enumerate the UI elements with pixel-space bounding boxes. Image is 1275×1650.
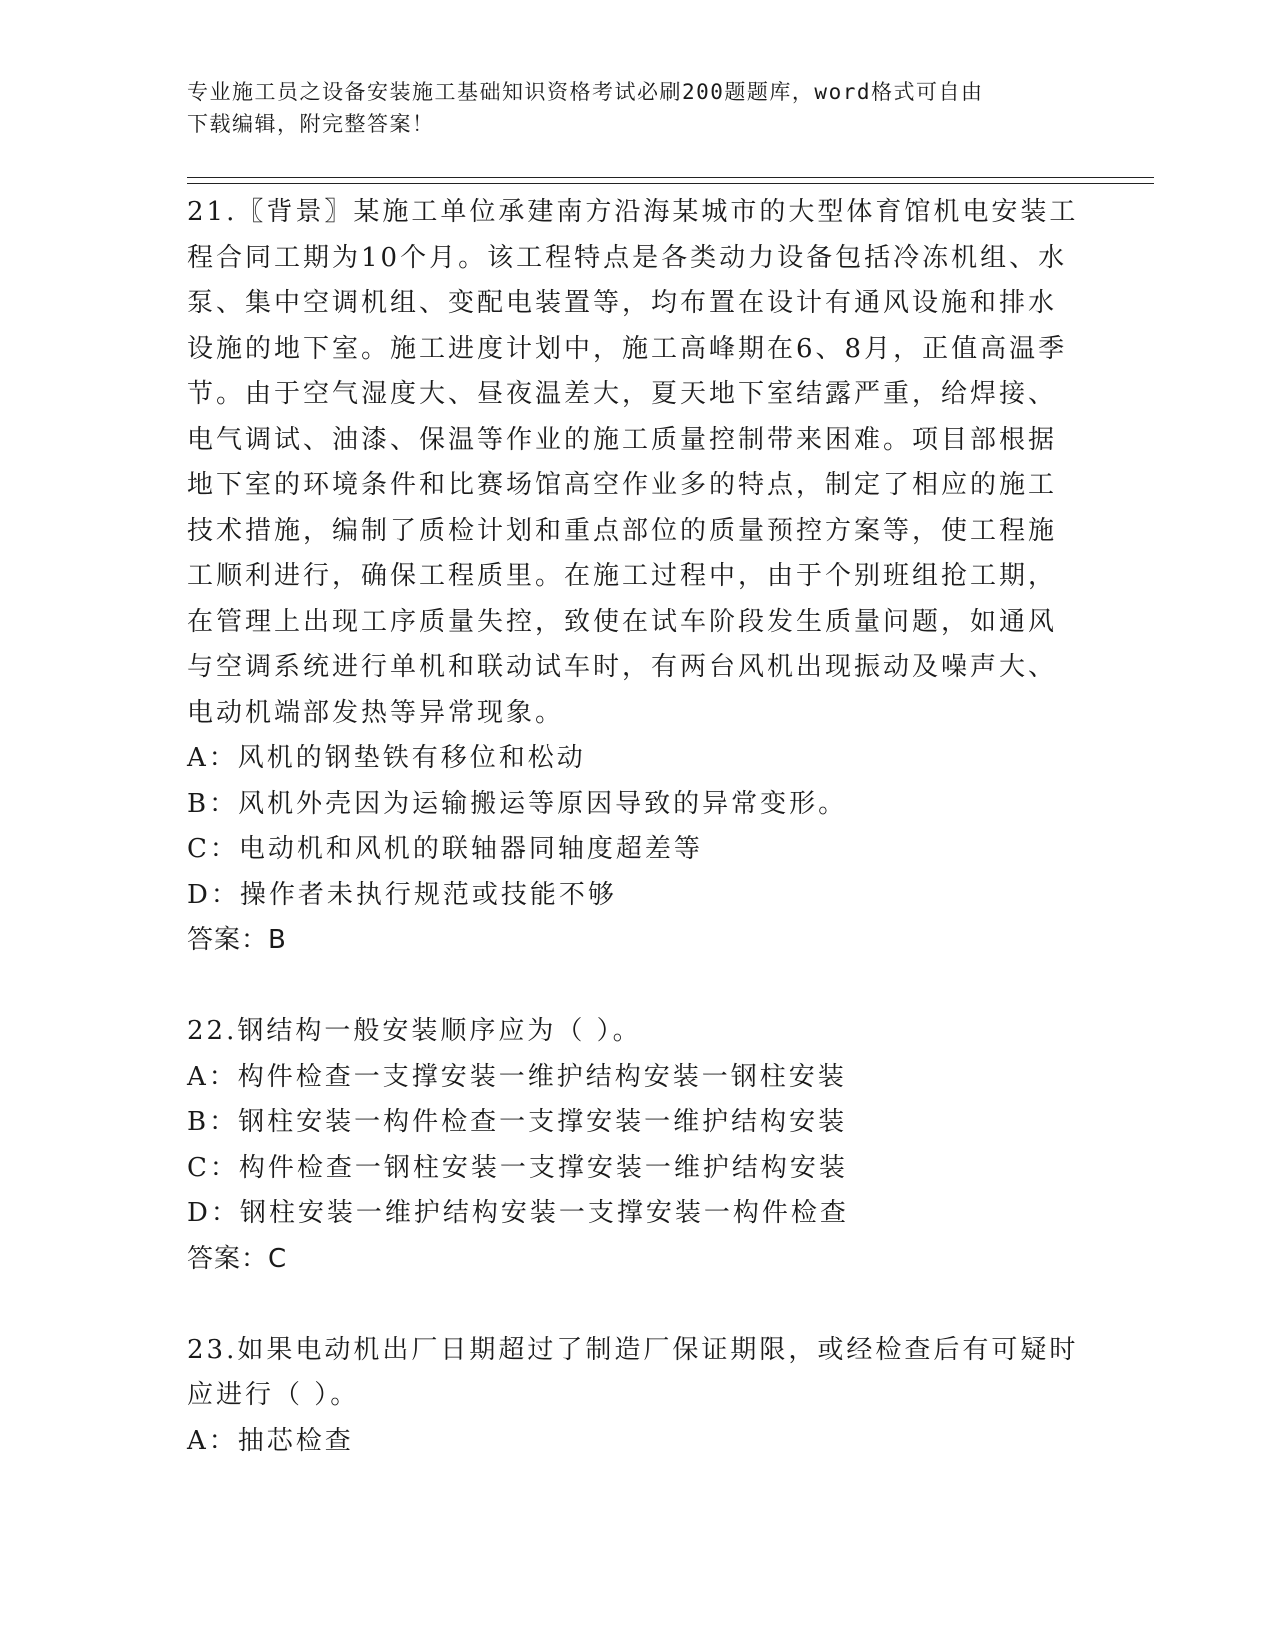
stem-line: 应进行（ ）。 — [187, 1380, 360, 1410]
option-d: D：钢柱安装一维护结构安装一支撑安装一构件检查 — [187, 1198, 849, 1228]
stem-line: 泵、集中空调机组、变配电装置等，均布置在设计有通风设施和排水 — [187, 288, 1058, 318]
stem-line: 22.钢结构一般安装顺序应为（ ）。 — [187, 1016, 642, 1046]
question-stem — [187, 1009, 1087, 1055]
stem-line: 电动机端部发热等异常现象。 — [187, 697, 565, 728]
questions-content — [187, 190, 1087, 1464]
question-stem — [187, 1328, 1087, 1419]
stem-line: 电气调试、油漆、保温等作业的施工质量控制带来困难。项目部根据 — [187, 424, 1058, 455]
answer-label: 答案：C — [187, 1243, 288, 1274]
header-line-2: 下载编辑，附完整答案！ — [187, 112, 435, 136]
answer-label: 答案：B — [187, 925, 287, 955]
option-c: C：构件检查一钢柱安装一支撑安装一维护结构安装 — [187, 1152, 848, 1183]
stem-line: 设施的地下室。施工进度计划中，施工高峰期在6、8月，正值高温季 — [187, 333, 1068, 364]
option-a: A：抽芯检查 — [187, 1425, 354, 1456]
stem-line: 在管理上出现工序质量失控，致使在试车阶段发生质量问题，如通风 — [187, 606, 1058, 637]
question-spacer — [187, 1282, 1087, 1328]
stem-line: 21.〖背景〗某施工单位承建南方沿海某城市的大型体育馆机电安装工 — [187, 197, 1079, 227]
question-21 — [187, 190, 1087, 964]
header-divider-bottom — [187, 183, 1154, 184]
stem-line: 技术措施，编制了质检计划和重点部位的质量预控方案等，使工程施 — [187, 515, 1058, 546]
stem-line: 工顺利进行，确保工程质里。在施工过程中，由于个别班组抢工期， — [187, 561, 1058, 591]
option-c: C：电动机和风机的联轴器同轴度超差等 — [187, 834, 703, 864]
option-a: A：风机的钢垫铁有移位和松动 — [187, 743, 586, 773]
option-d: D：操作者未执行规范或技能不够 — [187, 879, 617, 910]
document-header — [187, 76, 1067, 140]
question-22 — [187, 1009, 1087, 1282]
header-line-1: 专业施工员之设备安装施工基础知识资格考试必刷200题题库，word格式可自由 — [187, 80, 984, 104]
question-spacer — [187, 964, 1087, 1010]
stem-line: 节。由于空气湿度大、昼夜温差大，夏天地下室结露严重，给焊接、 — [187, 379, 1058, 409]
option-b: B：风机外壳因为运输搬运等原因导致的异常变形。 — [187, 788, 848, 819]
stem-line: 与空调系统进行单机和联动试车时，有两台风机出现振动及噪声大、 — [187, 652, 1058, 682]
option-a: A：构件检查一支撑安装一维护结构安装一钢柱安装 — [187, 1061, 847, 1092]
question-stem — [187, 190, 1087, 736]
stem-line: 23.如果电动机出厂日期超过了制造厂保证期限，或经检查后有可疑时 — [187, 1334, 1079, 1365]
option-b: B：钢柱安装一构件检查一支撑安装一维护结构安装 — [187, 1107, 848, 1137]
stem-line: 程合同工期为10个月。该工程特点是各类动力设备包括冷冻机组、水 — [187, 242, 1068, 273]
header-divider-top — [187, 177, 1154, 178]
stem-line: 地下室的环境条件和比赛场馆高空作业多的特点，制定了相应的施工 — [187, 470, 1058, 500]
question-23 — [187, 1328, 1087, 1465]
